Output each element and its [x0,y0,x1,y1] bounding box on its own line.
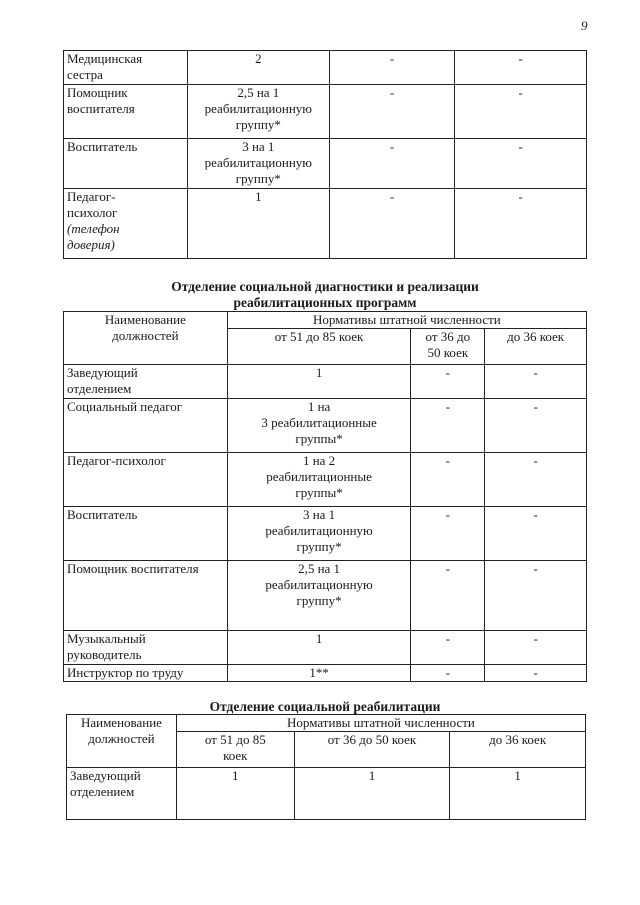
norm-36-50: - [411,399,485,453]
norm-51-85: 1 [187,189,329,259]
norm-51-85: 1 [227,365,411,399]
table-row [64,561,587,631]
position-name: Инструктор по труду [64,665,228,682]
position-name: Социальный педагог [64,399,228,453]
table-header-row [67,715,586,732]
position-name: Помощник воспитателя [64,85,188,139]
header-36-50: от 36 до 50 коек [411,329,485,365]
norm-36-50: - [411,665,485,682]
norm-under-36: - [485,665,587,682]
page-number: 9 [581,18,588,33]
norm-51-85: 1 [176,768,294,820]
header-51-85: от 51 до 85 коек [227,329,411,365]
table-row [64,507,587,561]
table-row [64,399,587,453]
position-name: Педагог- психолог [67,189,118,220]
table-row [64,85,587,139]
position-name: Заведующий отделением [64,365,228,399]
table-row [64,189,587,259]
header-under-36: до 36 коек [450,732,586,768]
norm-51-85: 2,5 на 1 реабилитационную группу* [187,85,329,139]
norm-36-50: - [411,507,485,561]
norm-under-36: 1 [450,768,586,820]
staff-table-diagnostics [63,311,587,682]
position-name: Педагог-психолог [64,453,228,507]
header-51-85: от 51 до 85 коек [176,732,294,768]
position-name: Музыкальный руководитель [64,631,228,665]
norm-51-85: 3 на 1 реабилитационную группу* [227,507,411,561]
norm-51-85: 1** [227,665,411,682]
norm-under-36: - [485,453,587,507]
norm-36-50: - [411,365,485,399]
staff-table-continuation [63,50,587,259]
norm-36-50: 1 [294,768,450,820]
norm-51-85: 1 [227,631,411,665]
norm-under-36: - [485,631,587,665]
position-name: Заведующий отделением [67,768,177,820]
norm-under-36: - [455,189,587,259]
norm-51-85: 3 на 1 реабилитационную группу* [187,139,329,189]
position-name: Воспитатель [64,507,228,561]
header-norms: Нормативы штатной численности [176,715,585,732]
section-title-rehabilitation: Отделение социальной реабилитации [209,699,441,714]
table-row [67,768,586,820]
table-row [64,453,587,507]
table-row [64,631,587,665]
header-position-name: Наименование должностей [67,715,177,768]
table-header-row [64,312,587,329]
norm-under-36: - [485,399,587,453]
norm-36-50: - [411,453,485,507]
norm-36-50: - [411,631,485,665]
position-name-cell [64,189,188,259]
header-under-36: до 36 коек [485,329,587,365]
norm-51-85: 1 на 2 реабилитационные группы* [227,453,411,507]
norm-51-85: 2 [187,51,329,85]
norm-under-36: - [485,507,587,561]
norm-36-50: - [329,139,455,189]
norm-36-50: - [329,189,455,259]
table-row [64,365,587,399]
position-name: Медицинская сестра [64,51,188,85]
norm-36-50: - [329,51,455,85]
staff-table-rehabilitation [66,714,586,820]
norm-36-50: - [329,85,455,139]
header-norms: Нормативы штатной численности [227,312,586,329]
position-name: Помощник воспитателя [64,561,228,631]
position-note: (телефон доверия) [67,221,120,252]
norm-51-85: 2,5 на 1 реабилитационную группу* [227,561,411,631]
header-position-name: Наименование должностей [64,312,228,365]
section-title-diagnostics: Отделение социальной диагностики и реализации реабилитационных программ [171,279,479,310]
norm-under-36: - [485,561,587,631]
table-row [64,665,587,682]
table-row [64,51,587,85]
norm-under-36: - [455,85,587,139]
header-36-50: от 36 до 50 коек [294,732,450,768]
norm-under-36: - [485,365,587,399]
norm-under-36: - [455,139,587,189]
position-name: Воспитатель [64,139,188,189]
norm-under-36: - [455,51,587,85]
norm-36-50: - [411,561,485,631]
norm-51-85: 1 на 3 реабилитационные группы* [227,399,411,453]
table-row [64,139,587,189]
